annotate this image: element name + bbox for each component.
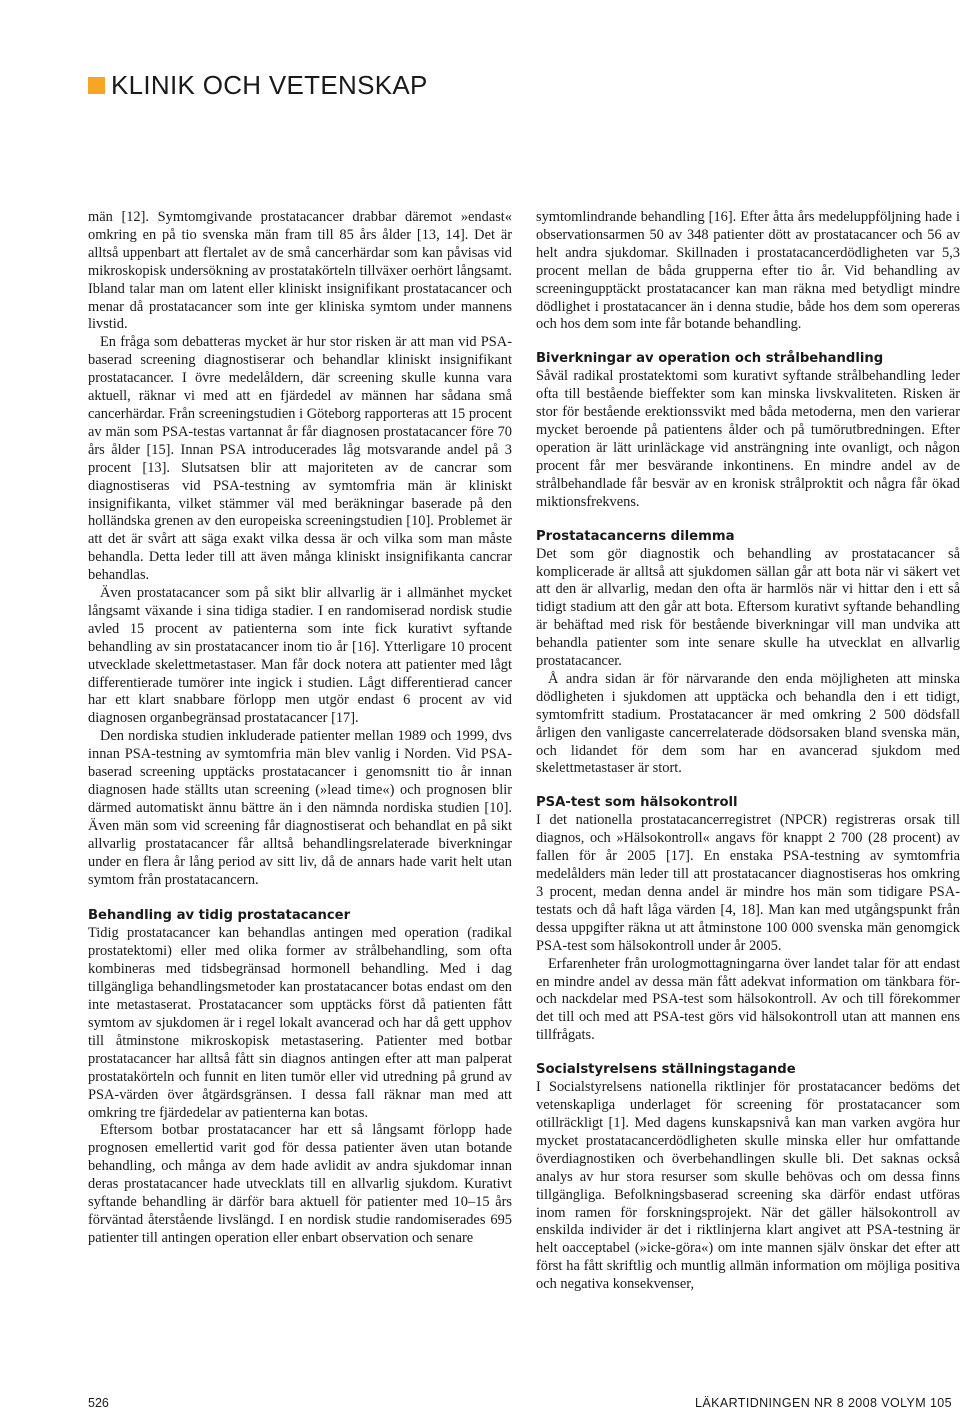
paragraph: symtomlindrande behandling [16]. Efter åtta års medeluppföljning hade i observationsarmen 50 av 348 patienter dött av prostatacancer och 56 av helt andra sjukdomar. Skillnaden i prostatacancerdödligheten var 5,3 procent mellan de båda grupperna efter tio år. Vid behandling av screeningupptäckt prostatacancer kan man räkna med betydligt mindre dödlighet i prostatacancer än i denna studie, både hos dem som opereras och hos dem som inte får botande behandling. [536, 209, 960, 333]
section-heading: Socialstyrelsens ställningstagande [536, 1062, 796, 1078]
paragraph: Tidig prostatacancer kan behandlas antingen med operation (radikal prostatektomi) eller med olika former av strålbehandling, som ofta kombineras med tidsbegränsad hormonell behandling. Med i dag tillgängliga behandlingsmetoder kan prostatacancer botas endast om den inte metastaserat. Prostatacancer som upptäcks först då patienten fått symtom av sjukdomen är i regel lokalt avancerad och har då gett upphov till åtminstone mikroskopisk metastasering. Patienter med botbar prostatacancer har alltså fått sin diagnos antingen efter att man palperat prostatakörteln och funnit en liten tumör eller vid utredning på grund av PSA-värden över åtgärdsgränsen. I dessa fall räknar man med att omkring tre fjärdedelar av patienterna kan botas. [88, 925, 512, 1121]
section-heading: Behandling av tidig prostatacancer [88, 908, 351, 924]
section-accent-square [88, 77, 105, 94]
paragraph: I det nationella prostatacancerregistret (NPCR) registreras orsak till diagnos, och »Hälsokontroll« angavs för knappt 2 700 (28 procent) av fallen för år 2005 [17]. En enstaka PSA-testning av symtomfria medelålders män leder till att prostatacancer diagnostiseras hos omkring 3 procent, medan denna andel är mindre hos män som tidigare PSA-testats och då haft låga värden [4, 18]. Man kan med utgångspunkt från dessa uppgifter räkna ut att åtminstone 100 000 svenska män genomgick PSA-test som hälsokontroll under år 2005. [536, 812, 960, 954]
section-heading: PSA-test som hälsokontroll [536, 795, 738, 811]
journal-footer: LÄKARTIDNINGEN NR 8 2008 VOLYM 105 [695, 1396, 952, 1410]
paragraph: Erfarenheter från urologmottagningarna över landet talar för att endast en mindre andel av dessa män fått adekvat information om tänkbara för- och nackdelar med PSA-test som hälsokontroll. Av och till förekommer det till och med att PSA-test görs vid hälsokontroll utan att mannen ens tillfrågats. [536, 955, 960, 1044]
paragraph: Å andra sidan är för närvarande den enda möjligheten att minska dödligheten i sjukdomen att upptäcka och behandla den i ett tidigt, symtomfritt stadium. Prostatacancer är med omkring 2 500 dödsfall årligen den vanligaste cancerrelaterade dödsorsaken bland svenska män, och lidandet för dem som har en avancerad sjukdom med skelettmetastaser är stort. [536, 670, 960, 777]
section-heading: Prostatacancerns dilemma [536, 528, 735, 544]
paragraph: Det som gör diagnostik och behandling av prostatacancer så komplicerade är alltså att sjukdomen sällan går att bota när vi säkert vet att den är allvarlig, medan den ofta är harmlös när vi hittar den i ett så tidigt stadium att den går att bota. Eftersom kurativt syftande behandling är behäftad med risk för bestående biverkningar vill man undvika att behandla patienter som inte senare skulle ha utvecklat en allvarlig prostatacancer. [536, 545, 960, 670]
paragraph: I Socialstyrelsens nationella riktlinjer för prostatacancer bedöms det vetenskapliga underlaget för screening för prostatacancer som otillräckligt [1]. Med dagens kunskapsnivå kan man varken avgöra hur mycket prostatacancerdödligheten skulle minska eller hur omfattande överdiagnostiken och överbehandlingen skulle bli. Det saknas också analys av hur stora resurser som skulle behövas och om dessa finns tillgängliga. Befolkningsbaserad screening ska därför endast utföras inom ramen för forskningsprojekt. När det gäller hälsokontroll av enskilda individer är det i riktlinjerna klart angivet att PSA-testning är helt oacceptabel (»icke-göra«) om inte mannen själv önskar det efter att först ha fått skriftlig och muntlig allmän information om möjliga positiva och negativa konsekvenser, [536, 1079, 960, 1293]
section-heading: Biverkningar av operation och strålbehandling [536, 351, 884, 367]
paragraph: män [12]. Symtomgivande prostatacancer drabbar däremot »endast« omkring en på tio svenska män fram till 85 års ålder [13, 14]. Det är alltså uppenbart att flertalet av de små cancerhärdar som kan påvisas vid mikroskopisk undersökning av prostatakörteln tillväxer oerhört långsamt. Ibland talar man om latent eller kliniskt insignifikant prostatacancer och menar då prostatacancer som inte ger kliniska symtom under mannens livstid. [88, 209, 512, 333]
left-column [88, 209, 512, 1248]
section-title: KLINIK OCH VETENSKAP [111, 70, 428, 100]
paragraph: Den nordiska studien inkluderade patienter mellan 1989 och 1999, dvs innan PSA-testning av symtomfria män blev vanlig i Norden. Vid PSA-baserad screening upptäcks prostatacancer i genomsnitt tio år innan diagnosen hade ställts utan screening (»lead time«) och prognosen blir därmed automatiskt ännu bättre än i den nämnda nordiska studien [10]. Även män som vid screening får diagnostiserat och behandlat en på sikt allvarlig prostatacancer får alltså behandlingsrelaterade biverkningar under en flera år lång period av sitt liv, då de annars hade varit helt utan symtom från prostatacancern. [88, 728, 512, 888]
section-header [88, 70, 428, 100]
page-number: 526 [88, 1396, 109, 1410]
paragraph: En fråga som debatteras mycket är hur stor risken är att man vid PSA-baserad screening diagnostiserar och behandlar kliniskt insignifikant prostatacancer. I övre medelåldern, där screening skulle kunna vara aktuell, räknar vi med att en fjärdedel av männen har sådana små cancerhärdar. Från screeningstudien i Göteborg rapporteras att 15 procent av män som PSA-testas vartannat år får diagnosen prostatacancer före 70 års ålder [15]. Innan PSA introducerades låg motsvarande andel på 3 procent [13]. Slutsatsen blir att majoriteten av de cancrar som diagnostiseras vid PSA-testning av symtomfria män är kliniskt insignifikanta, vilket stämmer väl med beräkningar baserade på den holländska grenen av den europeiska screeningstudien [10]. Problemet är att det är svårt att säga exakt vilka dessa är och vilka som man måste behandla. Detta leder till att även många kliniskt insignifikanta cancrar behandlas. [88, 334, 512, 584]
right-column [536, 209, 960, 1294]
paragraph: Såväl radikal prostatektomi som kurativt syftande strålbehandling leder ofta till bestående bieffekter som kan minska livskvaliteten. Risken är stor för bestående erektionssvikt med båda metoderna, men den varierar mycket beroende på patientens ålder och på tumörutbredningen. Efter operation är lätt urinläckage vid ansträngning inte ovanligt, och någon procent får mer besvärande inkontinens. En mindre andel av de strålbehandlade får besvär av en kronisk strålproktit och några får ökad miktionsfrekvens. [536, 368, 960, 510]
paragraph: Även prostatacancer som på sikt blir allvarlig är i allmänhet mycket långsamt växande i sina tidiga stadier. I en randomiserad nordisk studie avled 15 procent av patienterna som inte fick kurativt syftande behandling av sin prostatacancer inom tio år [16]. Ytterligare 10 procent utvecklade skelettmetastaser. Man får dock notera att patienter med lågt differentierade tumörer inte ingick i studien. Lågt differentierad cancer har ett klart snabbare förlopp men utgör endast 6 procent av vid diagnosen organbegränsad prostatacancer [17]. [88, 585, 512, 727]
paragraph: Eftersom botbar prostatacancer har ett så långsamt förlopp hade prognosen emellertid varit god för dessa patienter även utan botande behandling, och många av dem hade avlidit av andra sjukdomar innan deras prostatacancer hade utvecklats till en allvarlig sjukdom. Kurativt syftande behandling är därför bara aktuell för patienter med 10–15 års förväntad återstående livslängd. I en nordisk studie randomiserades 695 patienter till antingen operation eller enbart observation och senare [88, 1122, 512, 1246]
